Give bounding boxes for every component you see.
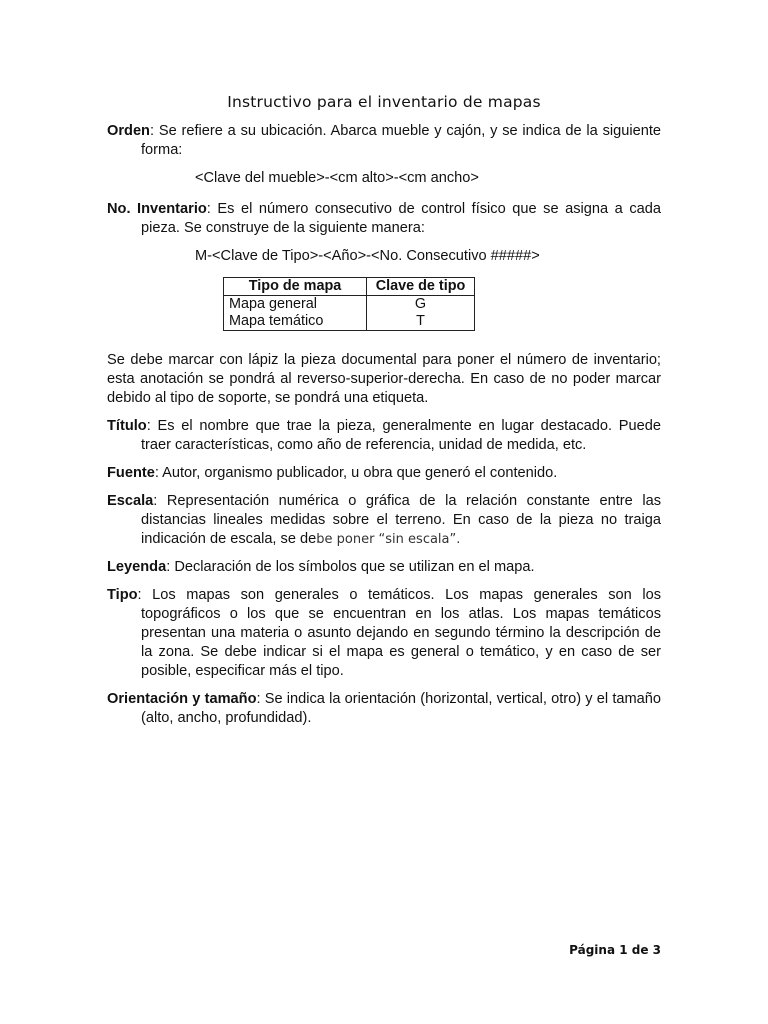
entry-text: : Es el número consecutivo de control físico que se asigna a cada pieza. Se construye de la siguiente manera: — [141, 201, 661, 236]
entry-term: No. Inventario — [107, 201, 207, 217]
entry-text: : Es el nombre que trae la pieza, generalmente en lugar destacado. Puede traer características, como año de referencia, unidad de medida, etc. — [141, 418, 661, 453]
table-header: Tipo de mapa — [224, 278, 367, 296]
document-page — [107, 93, 661, 737]
entry-fuente — [107, 464, 661, 483]
entry-escala — [107, 492, 661, 549]
entry-text-tail: be poner “sin escala”. — [316, 532, 461, 547]
entry-text: : Autor, organismo publicador, u obra que generó el contenido. — [154, 465, 558, 481]
entry-text: : Declaración de los símbolos que se utilizan en el mapa. — [166, 559, 535, 575]
entry-term: Orden — [107, 123, 150, 139]
table-cell: G — [367, 296, 475, 314]
table-header: Clave de tipo — [367, 278, 475, 296]
formula-inventario: M-<Clave de Tipo>-<Año>-<No. Consecutivo #####> — [195, 248, 540, 264]
type-code-table — [223, 277, 475, 331]
entry-term: Orientación y tamaño — [107, 691, 257, 707]
table-cell: Mapa temático — [224, 313, 367, 331]
entry-text: : Los mapas son generales o temáticos. Los mapas generales son los topográficos o los que se encuentran en los atlas. Los mapas temáticos presentan una materia o asunto dejando en segundo término la descripción de la zona. Se debe indicar si el mapa es general o temático, y en caso de ser posible, especificar más el tipo. — [137, 587, 661, 679]
entry-term: Tipo — [107, 587, 138, 603]
entry-term: Título — [107, 418, 147, 434]
table-row — [224, 296, 475, 314]
entry-term: Fuente — [107, 465, 155, 481]
entry-leyenda — [107, 558, 661, 577]
entry-inventario — [107, 200, 661, 238]
table-cell: Mapa general — [224, 296, 367, 314]
entry-orden — [107, 122, 661, 160]
formula-orden: <Clave del mueble>-<cm alto>-<cm ancho> — [195, 170, 479, 186]
page-number: Página 1 de 3 — [569, 943, 661, 957]
entry-term: Escala — [107, 493, 154, 509]
entry-text: : Representación numérica o gráfica de la relación constante entre las distancias lineales medidas sobre el terreno. En caso de la pieza no traiga indicación de escala, se de — [141, 493, 661, 547]
entry-term: Leyenda — [107, 559, 167, 575]
document-title: Instructivo para el inventario de mapas — [227, 93, 541, 111]
table-cell: T — [367, 313, 475, 331]
entry-text: : Se indica la orientación (horizontal, vertical, otro) y el tamaño (alto, ancho, profundidad). — [141, 691, 661, 726]
entry-text: : Se refiere a su ubicación. Abarca mueble y cajón, y se indica de la siguiente forma: — [141, 123, 661, 158]
entry-tipo — [107, 586, 661, 681]
entry-titulo — [107, 417, 661, 455]
entry-orientacion — [107, 690, 661, 728]
table-row — [224, 313, 475, 331]
marking-paragraph: Se debe marcar con lápiz la pieza documental para poner el número de inventario; esta anotación se pondrá al reverso-superior-derecha. En caso de no poder marcar debido al tipo de soporte, se pondrá una etiqueta. — [107, 352, 661, 406]
table-header-row — [224, 278, 475, 296]
